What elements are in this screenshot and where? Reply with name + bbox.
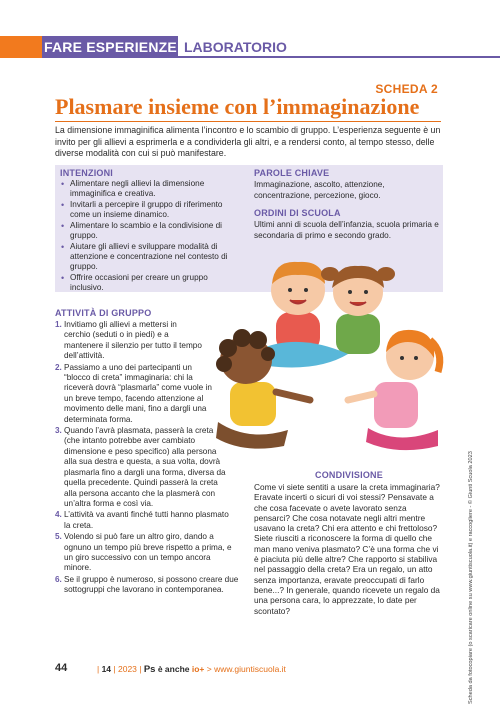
- title-divider: [55, 121, 441, 122]
- children-circle-illustration: [198, 232, 452, 462]
- page-title: Plasmare insieme con l’immaginazione: [55, 94, 420, 119]
- page-number: 44: [55, 662, 68, 674]
- ps-logo: Ps: [143, 664, 156, 675]
- list-item: • Aiutare gli allievi e sviluppare modalità di attenzione e concentrazione nel contesto di gruppo.: [60, 242, 238, 273]
- step-text: Passiamo a uno dei partecipanti un “blocco di creta” immaginaria: chi la riceverà dovrà “plasmarla” come vuole in un breve tempo, facendo attenzione al movimento delle mani, fino a dargli una determinata forma.: [64, 362, 212, 424]
- intenzioni-heading: INTENZIONI: [60, 168, 113, 178]
- step-number: 5.: [55, 532, 62, 542]
- footer-url[interactable]: > www.giuntiscuola.it: [206, 664, 286, 674]
- intro-paragraph: La dimensione immaginifica alimenta l’incontro e lo scambio di gruppo. L’esperienza seguente è un invito per gli allievi a esprimerla e a condividerla gli altri, e a rendersi conto, al tempo stesso, delle diverse modalità con cui si può manifestare.: [55, 125, 441, 158]
- section-header-tab: [0, 36, 178, 58]
- list-item: • Offrire occasioni per creare un gruppo inclusivo.: [60, 273, 238, 293]
- step-text: Se il gruppo è numeroso, si possono creare due sottogruppi che lavorano in contemporanea.: [64, 574, 239, 595]
- section-label: FARE ESPERIENZE: [44, 39, 177, 55]
- page-footer: [55, 662, 455, 676]
- condivisione-text: Come vi siete sentiti a usare la creta immaginaria? Eravate incerti o sicuri di voi stessi? Pensavate a che cosa facevate o avete lavorato senza pensarci? Che cosa notavate negli altri mentre usavano la creta? Chi era attento e chi frettoloso? Siete riusciti a riconoscere la forma di quello che man mano veniva plasmato? C’è una forma che vi è piaciuta più delle altre? Che rapporto si stabiliva nel passaggio della creta? Era un regalo, un atto senza importanza, eravate preoccupati di farlo bene...? In generale, quando ricevete un regalo da una persona cara, lo apprezzate, lo date per scontato?: [254, 482, 440, 616]
- step-number: 6.: [55, 574, 62, 584]
- list-item: • Alimentare lo scambio e la condivisione di gruppo.: [60, 221, 238, 241]
- condivisione-heading: CONDIVISIONE: [315, 470, 383, 480]
- step-item: [55, 532, 240, 574]
- step-number: 4.: [55, 510, 62, 520]
- parole-chiave-section: [254, 168, 440, 201]
- subsection-label: LABORATORIO: [184, 39, 287, 55]
- issue-number: 14: [101, 664, 112, 674]
- side-credit: Scheda da fotocopiare (o scaricare online su www.giuntiscuola.it) e raccogliere - © Giunti Scuola 2023: [468, 451, 474, 704]
- step-text: Invitiamo gli allievi a mettersi in cerchio (seduti o in piedi) e a mantenere il silenzio per tutto il tempo dell’attività.: [64, 320, 202, 361]
- header-rule: [178, 56, 500, 58]
- step-item: [55, 320, 205, 362]
- ordini-text: Ultimi anni di scuola dell’infanzia, scuola primaria e secondaria di primo e secondo grado.: [254, 220, 439, 240]
- step-item: [55, 575, 240, 596]
- scheda-label: SCHEDA 2: [375, 82, 438, 96]
- step-item: [55, 510, 237, 531]
- also-label: è anche: [157, 664, 190, 674]
- issue-year: 2023: [117, 664, 137, 674]
- step-text: Volendo si può fare un altro giro, dando a ognuno un tempo più breve rispetto a prima, e un giro successivo con un tempo ancora minore.: [64, 532, 232, 573]
- girl-figure: [321, 266, 395, 354]
- condivisione-section: [254, 470, 444, 616]
- list-item: • Invitarli a percepire il gruppo di riferimento come un insieme dinamico.: [60, 200, 238, 220]
- ordini-heading: ORDINI DI SCUOLA: [254, 208, 341, 218]
- footer-issue: | 14 | 2023 | Ps è anche io+ > www.giuntiscuola.it: [97, 664, 286, 675]
- attivita-heading: ATTIVITÀ DI GRUPPO: [55, 308, 152, 318]
- section-header-band: [0, 36, 500, 58]
- step-text: Quando l’avrà plasmata, passerà la creta (che intanto potrebbe aver cambiato dimensione e peso specifico) alla persona alla sua destra e questa, a sua volta, dovrà plasmarla fino a dargli una forma, diversa da quella precedente. Quindi passerà la creta alla persona accanto che la plasmerà con un’altra forma e così via.: [64, 426, 226, 508]
- step-number: 1.: [55, 320, 62, 329]
- parole-chiave-heading: PAROLE CHIAVE: [254, 168, 330, 178]
- step-number: 2.: [55, 362, 62, 372]
- step-item: [55, 363, 213, 425]
- step-text: L’attività va avanti finché tutti hanno plasmato la creta.: [64, 510, 229, 530]
- io-plus-logo: io+: [191, 664, 205, 674]
- step-number: 3.: [55, 426, 62, 436]
- list-item: • Alimentare negli allievi la dimensione immaginifica e creativa.: [60, 179, 238, 199]
- parole-chiave-text: Immaginazione, ascolto, attenzione, concentrazione, percezione, gioco.: [254, 180, 385, 200]
